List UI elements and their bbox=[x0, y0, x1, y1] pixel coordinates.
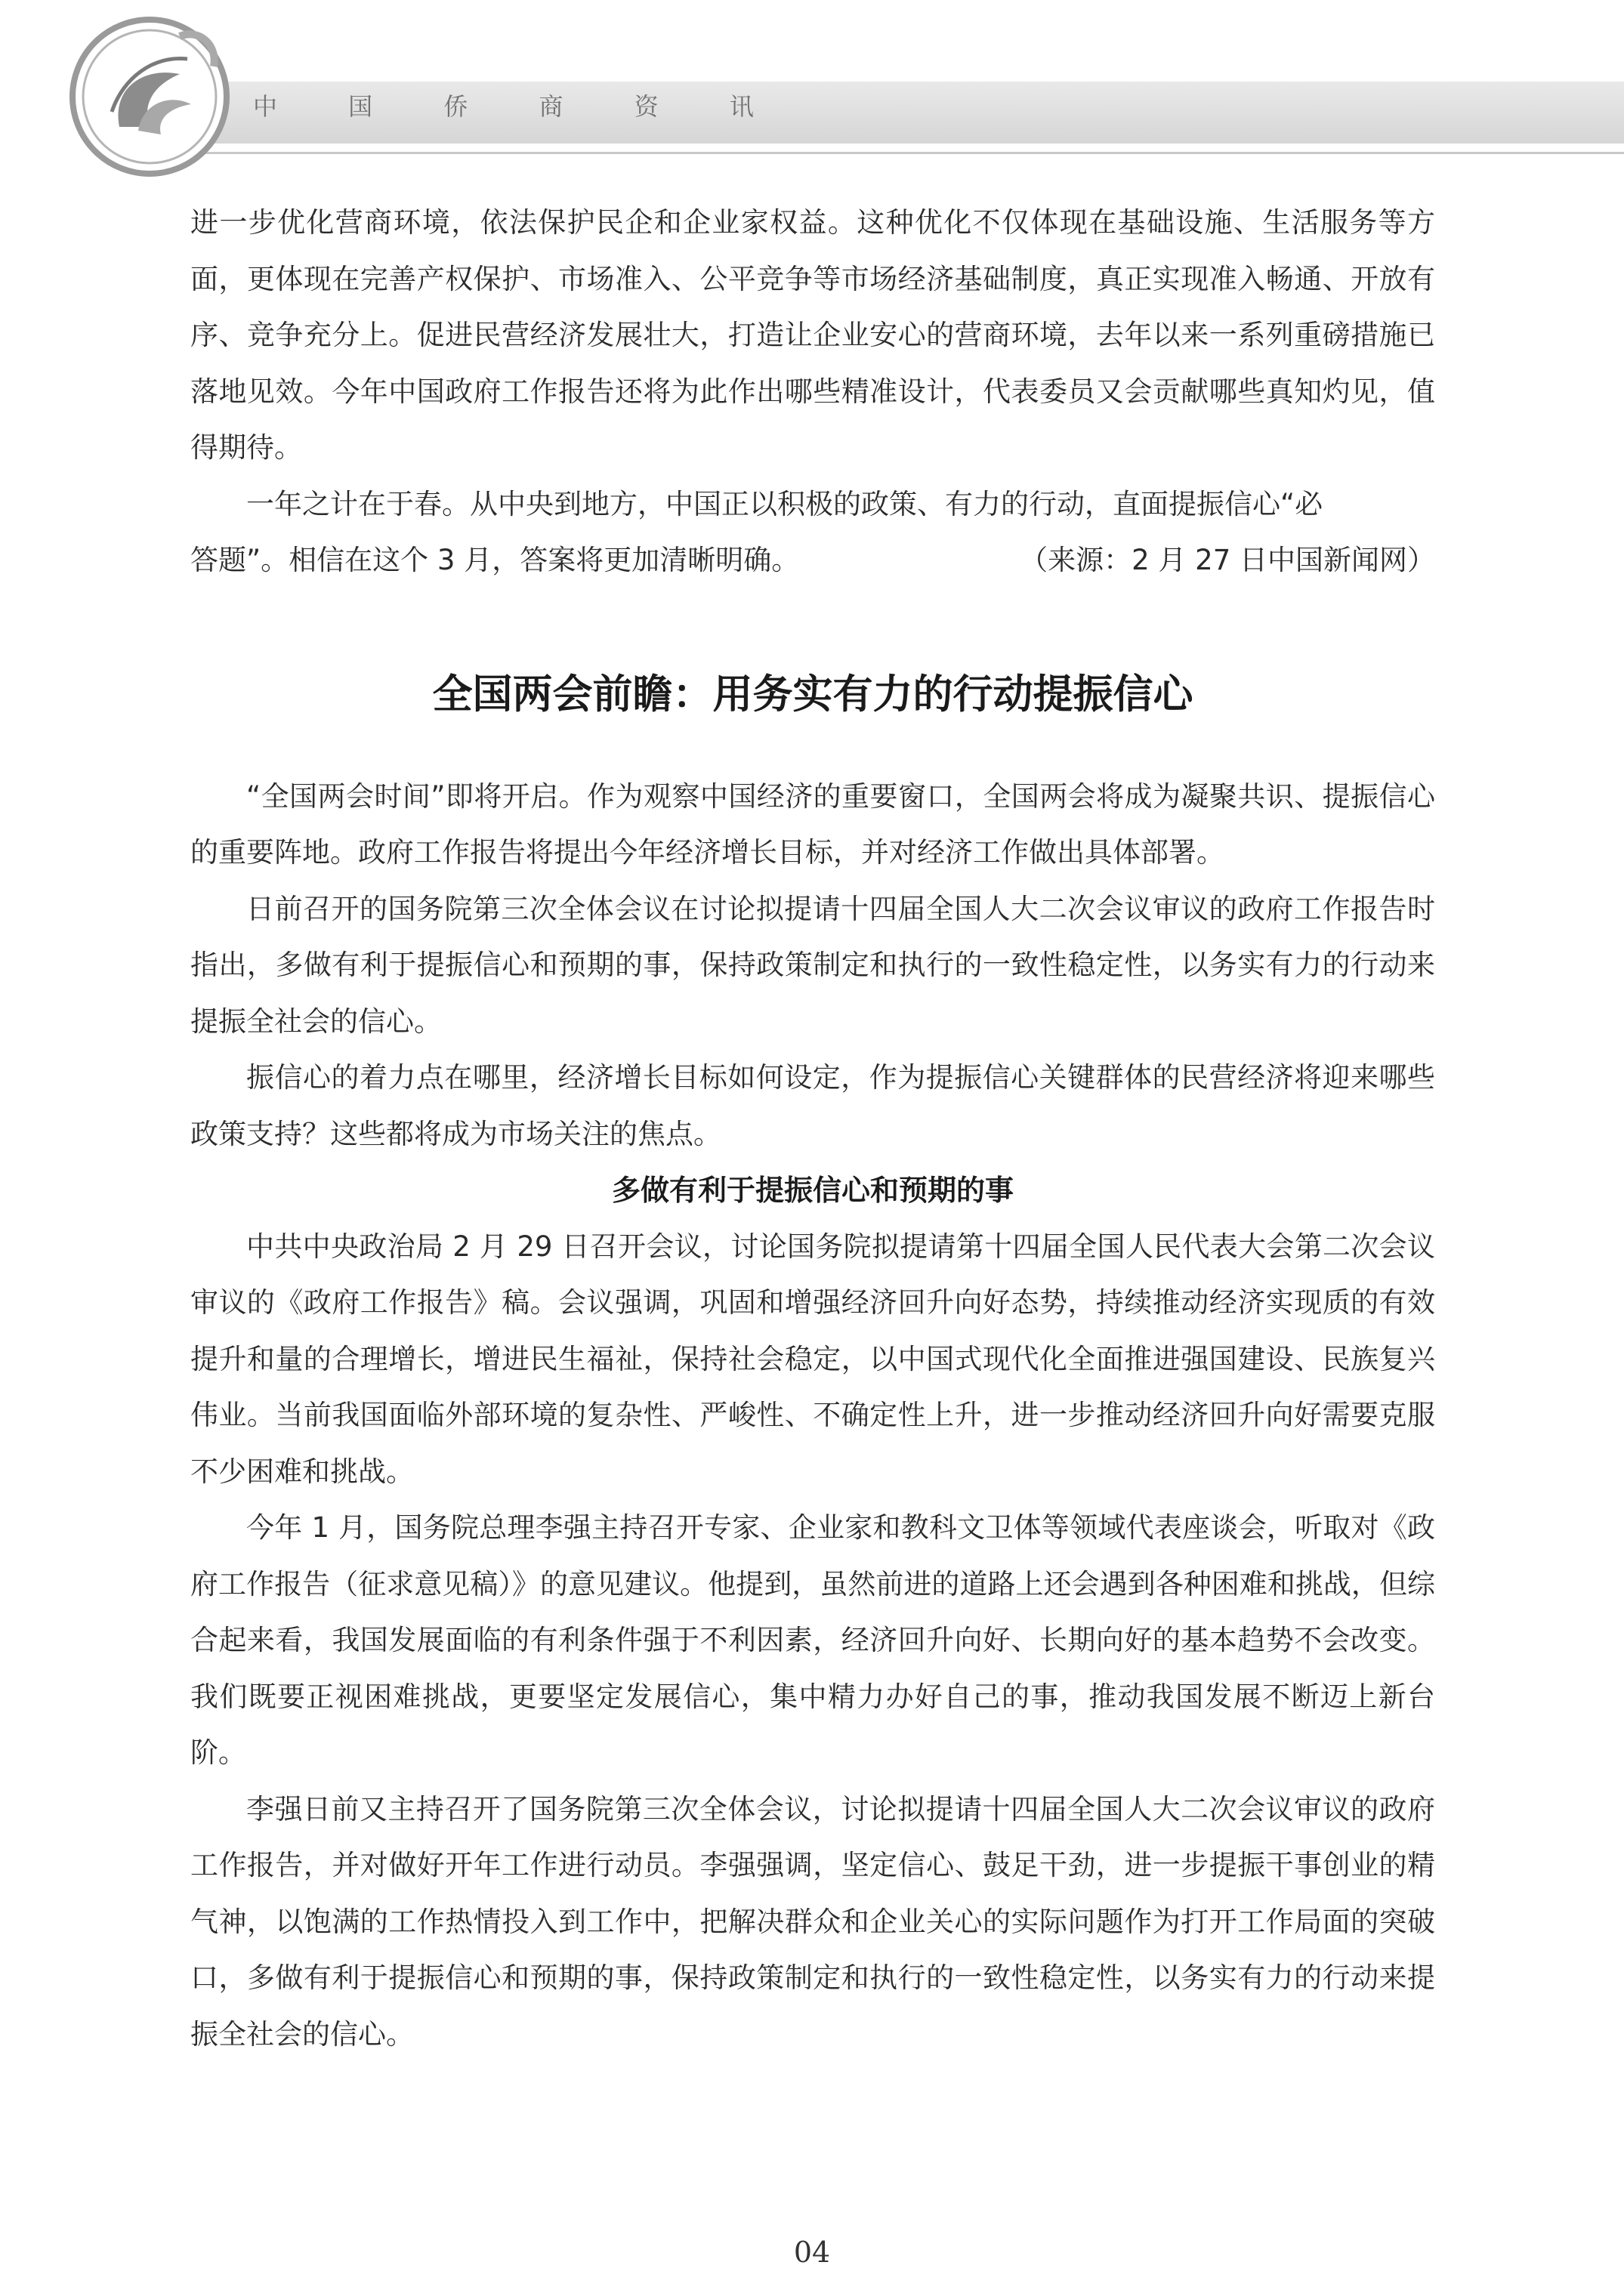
source-citation: （来源：2 月 27 日中国新闻网） bbox=[1020, 544, 1435, 576]
intro-paragraph-2-line-1: 一年之计在于春。从中央到地方，中国正以积极的政策、有力的行动，直面提振信心“必 bbox=[246, 487, 1323, 520]
section-paragraph: 今年 1 月，国务院总理李强主持召开专家、企业家和教科文卫体等领域代表座谈会，听取对《政府工作报告（征求意见稿）》的意见建议。他提到，虽然前进的道路上还会遇到各种困难和挑战，但综合起来看，我国发展面临的有利条件强于不利因素，经济回升向好、长期向好的基本趋势不会改变。我们既要正视困难挑战，更要坚定发展信心，集中精力办好自己的事，推动我国发展不断迈上新台阶。 bbox=[190, 1511, 1435, 1769]
section-paragraph: 李强日前又主持召开了国务院第三次全体会议，讨论拟提请十四届全国人大二次会议审议的政府工作报告，并对做好开年工作进行动员。李强强调，坚定信心、鼓足干劲，进一步提振干事创业的精气神，以饱满的工作热情投入到工作中，把解决群众和企业关心的实际问题作为打开工作局面的突破口，多做有利于提振信心和预期的事，保持政策制定和执行的一致性稳定性，以务实有力的行动来提振全社会的信心。 bbox=[190, 1792, 1435, 2051]
header-title: 中 国 侨 商 资 讯 bbox=[253, 92, 786, 121]
association-logo bbox=[66, 14, 233, 180]
article-content bbox=[190, 195, 1435, 2063]
article-paragraph: “全国两会时间”即将开启。作为观察中国经济的重要窗口，全国两会将成为凝聚共识、提振信心的重要阵地。政府工作报告将提出今年经济增长目标，并对经济工作做出具体部署。 bbox=[190, 779, 1435, 869]
intro-paragraph-2-line-2: 答题”。相信在这个 3 月，答案将更加清晰明确。 bbox=[190, 544, 800, 576]
section-paragraph: 中共中央政治局 2 月 29 日召开会议，讨论国务院拟提请第十四届全国人民代表大会第二次会议审议的《政府工作报告》稿。会议强调，巩固和增强经济回升向好态势，持续推动经济实现质的有效提升和量的合理增长，增进民生福祉，保持社会稳定，以中国式现代化全面推进强国建设、民族复兴伟业。当前我国面临外部环境的复杂性、严峻性、不确定性上升，进一步推动经济回升向好需要克服不少困难和挑战。 bbox=[190, 1230, 1435, 1488]
article-title: 全国两会前瞻：用务实有力的行动提振信心 bbox=[432, 671, 1193, 718]
article-paragraph: 日前召开的国务院第三次全体会议在讨论拟提请十四届全国人大二次会议审议的政府工作报告时指出，多做有利于提振信心和预期的事，保持政策制定和执行的一致性稳定性，以务实有力的行动来提振全社会的信心。 bbox=[190, 892, 1435, 1038]
article-paragraph: 振信心的着力点在哪里，经济增长目标如何设定，作为提振信心关键群体的民营经济将迎来哪些政策支持？这些都将成为市场关注的焦点。 bbox=[190, 1061, 1435, 1150]
intro-paragraph-1: 进一步优化营商环境，依法保护民企和企业家权益。这种优化不仅体现在基础设施、生活服务等方面，更体现在完善产权保护、市场准入、公平竞争等市场经济基础制度，真正实现准入畅通、开放有序、竞争充分上。促进民营经济发展壮大，打造让企业安心的营商环境，去年以来一系列重磅措施已落地见效。今年中国政府工作报告还将为此作出哪些精准设计，代表委员又会贡献哪些真知灼见，值得期待。 bbox=[190, 206, 1435, 464]
page-number: 04 bbox=[793, 2236, 831, 2269]
intro-paragraph-2-end bbox=[190, 532, 1435, 589]
section-subheading: 多做有利于提振信心和预期的事 bbox=[611, 1174, 1014, 1207]
